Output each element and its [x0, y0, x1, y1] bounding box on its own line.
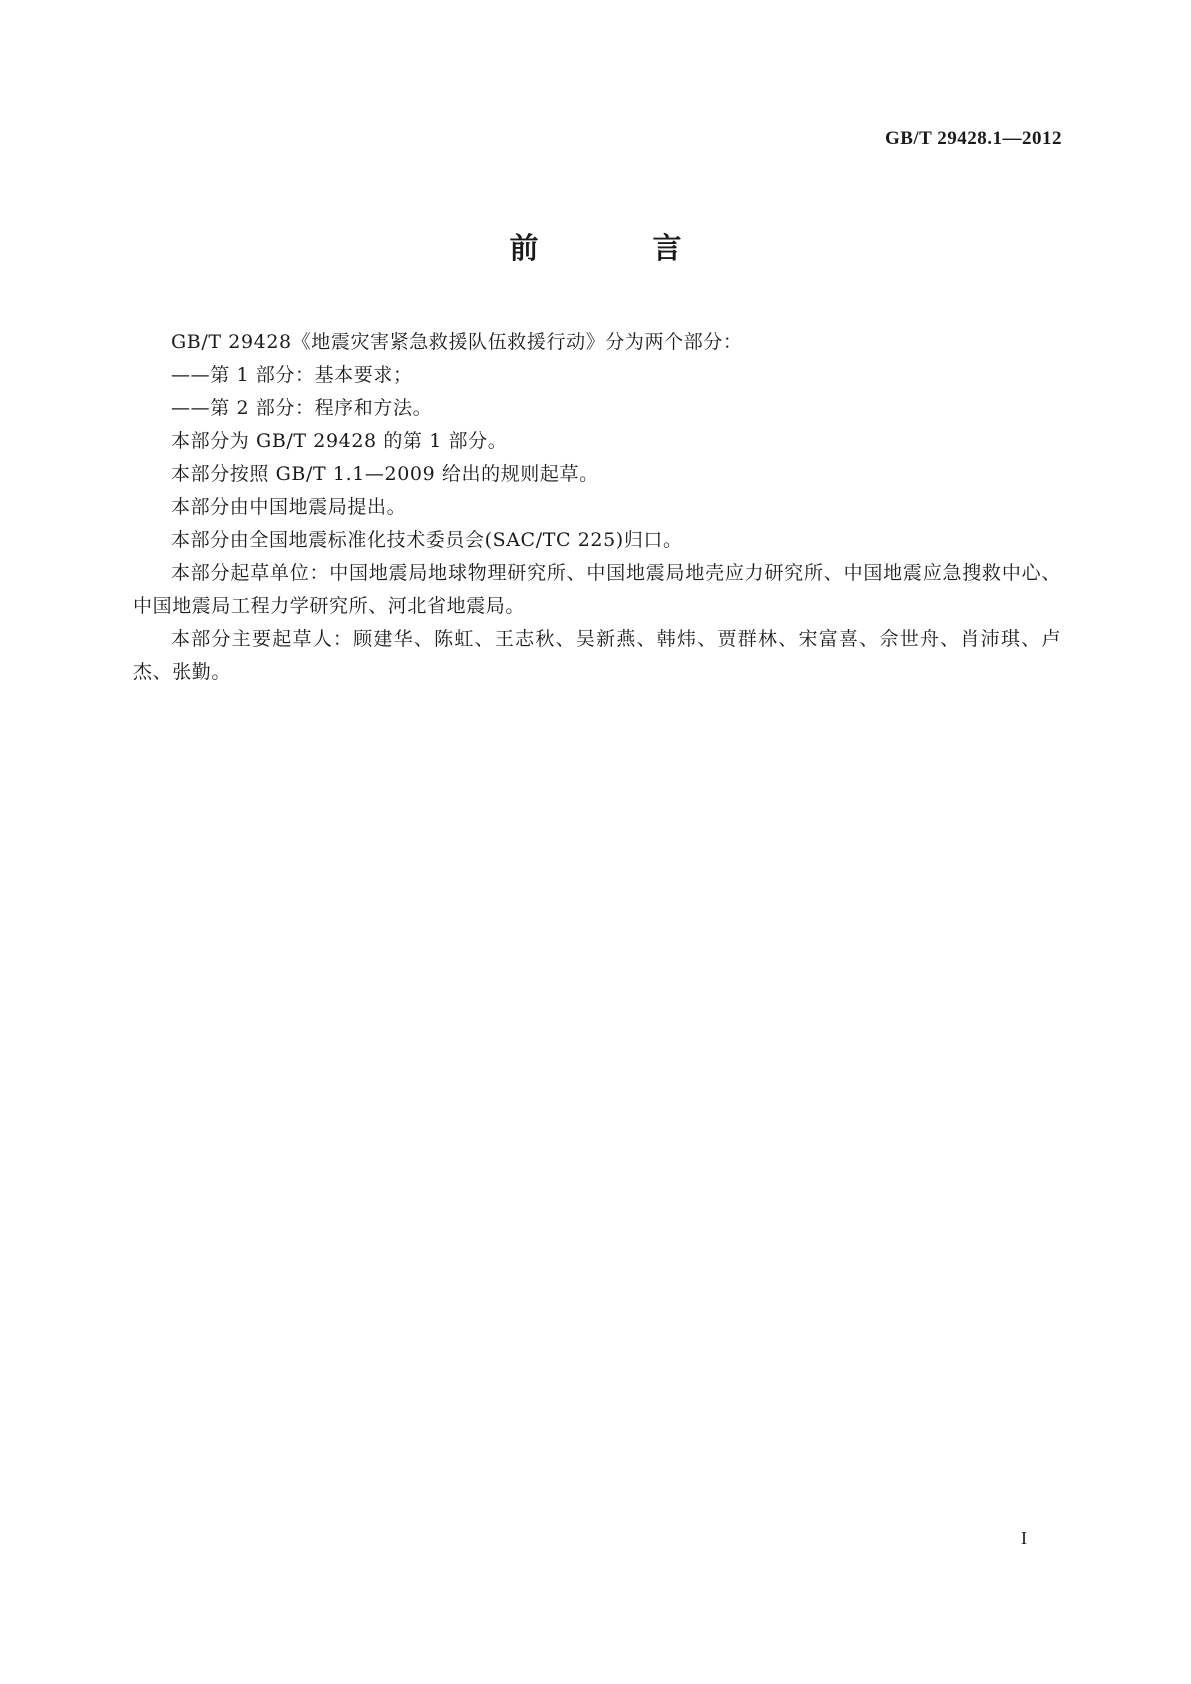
- foreword-body: [133, 326, 1061, 689]
- page-title: 前 言: [509, 231, 734, 265]
- paragraph-intro: GB/T 29428《地震灾害紧急救援队伍救援行动》分为两个部分：: [171, 331, 743, 353]
- paragraph-committee: 本部分由全国地震标准化技术委员会(SAC/TC 225)归口。: [171, 529, 683, 551]
- page-number: I: [1021, 1528, 1027, 1548]
- paragraph-drafting-rules: 本部分按照 GB/T 1.1—2009 给出的规则起草。: [171, 463, 599, 485]
- paragraph-proposer: 本部分由中国地震局提出。: [171, 496, 407, 518]
- list-item-part1: ——第 1 部分：基本要求；: [171, 364, 413, 386]
- paragraph-drafting-units: 本部分起草单位：中国地震局地球物理研究所、中国地震局地壳应力研究所、中国地震应急搜救中心、中国地震局工程力学研究所、河北省地震局。: [133, 562, 1061, 617]
- paragraph-part-statement: 本部分为 GB/T 29428 的第 1 部分。: [171, 430, 508, 452]
- paragraph-drafters: 本部分主要起草人：顾建华、陈虹、王志秋、吴新燕、韩炜、贾群林、宋富喜、佘世舟、肖沛琪、卢杰、张勤。: [133, 628, 1061, 683]
- list-item-part2: ——第 2 部分：程序和方法。: [171, 397, 433, 419]
- standard-number: GB/T 29428.1—2012: [884, 128, 1062, 149]
